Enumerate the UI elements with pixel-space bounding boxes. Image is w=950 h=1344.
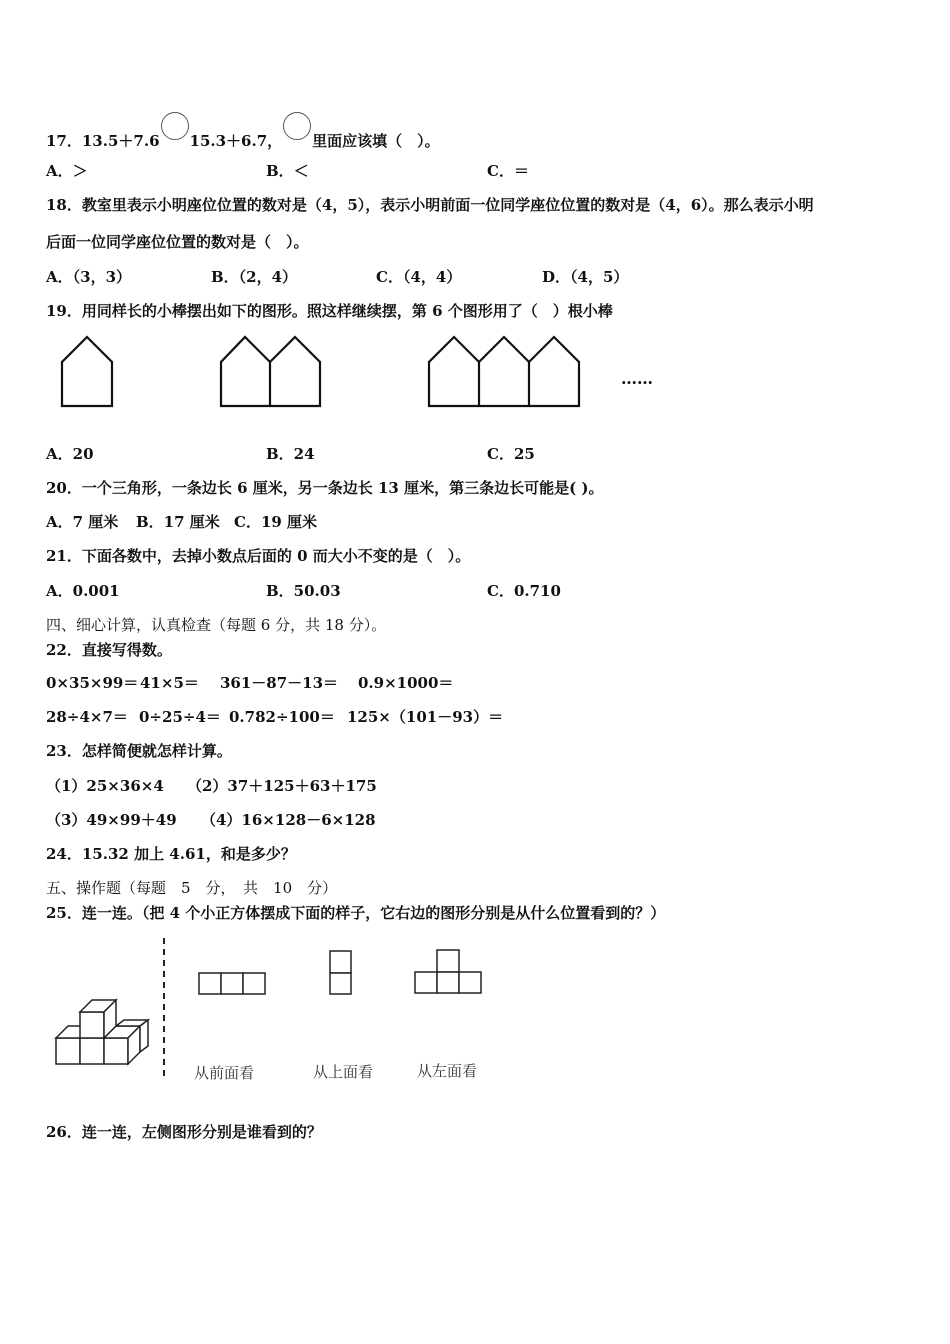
calc-item: 361－87－13＝ <box>220 674 339 692</box>
left-view-grid[interactable] <box>415 950 481 993</box>
q21-option-a[interactable]: A．0.001 <box>46 582 120 600</box>
q17-option-c[interactable]: C．＝ <box>487 162 529 180</box>
question-25: 25．连一连。（把 4 个小正方体摆成下面的样子，它右边的图形分别是从什么位置看到的？） <box>46 904 666 922</box>
pattern-ellipsis: …… <box>621 369 653 388</box>
calc-item: （2）37＋125＋63＋175 <box>187 777 377 795</box>
q18-option-d[interactable]: D．（4，5） <box>542 268 629 286</box>
calc-item: 0.9×1000＝ <box>358 674 454 692</box>
calc-item: 0÷25÷4＝ <box>139 708 221 726</box>
calc-item: （4）16×128－6×128 <box>201 811 376 829</box>
front-view-grid[interactable] <box>199 973 265 994</box>
caption-top-view[interactable]: 从上面看 <box>313 1063 374 1081</box>
question-18-line1: 18．教室里表示小明座位位置的数对是（4，5），表示小明前面一位同学座位位置的数对是（4，6）。那么表示小明 <box>46 196 814 214</box>
calc-item: 41×5＝ <box>140 674 199 692</box>
q21-option-c[interactable]: C．0.710 <box>487 582 561 600</box>
q17-option-b[interactable]: B．＜ <box>266 162 309 180</box>
q17-part1: 17．13.5＋7.6 <box>46 132 160 150</box>
house-3 <box>429 337 579 406</box>
q20-option-b[interactable]: B．17 厘米 <box>136 513 220 531</box>
question-22: 22．直接写得数。 <box>46 641 172 659</box>
calc-item: 0×35×99＝ <box>46 674 139 692</box>
q18-option-b[interactable]: B．（2，4） <box>211 268 298 286</box>
section-4-title: 四、细心计算，认真检查（每题 6 分，共 18 分）。 <box>46 616 387 634</box>
caption-left-view[interactable]: 从左面看 <box>417 1062 478 1080</box>
house-pattern-figure <box>55 330 675 414</box>
q21-option-b[interactable]: B．50.03 <box>266 582 341 600</box>
calc-item: 28÷4×7＝ <box>46 708 128 726</box>
question-23: 23．怎样简便就怎样计算。 <box>46 742 232 760</box>
q17-option-a[interactable]: A．＞ <box>46 162 88 180</box>
caption-front-view[interactable]: 从前面看 <box>194 1064 255 1082</box>
q18-option-a[interactable]: A．（3，3） <box>46 268 132 286</box>
question-18-line2: 后面一位同学座位位置的数对是（ ）。 <box>46 233 309 251</box>
calc-item: 0.782÷100＝ <box>229 708 335 726</box>
q17-part3: 里面应该填（ ）。 <box>312 132 440 150</box>
cube-stack-drawing <box>56 1000 148 1064</box>
house-2 <box>221 337 320 406</box>
top-view-grid[interactable] <box>330 951 351 994</box>
q19-option-a[interactable]: A．20 <box>46 445 94 463</box>
answer-circle[interactable] <box>283 112 311 140</box>
question-19: 19．用同样长的小棒摆出如下的图形。照这样继续摆，第 6 个图形用了（ ）根小棒 <box>46 302 613 320</box>
answer-circle[interactable] <box>161 112 189 140</box>
calc-item: （3）49×99＋49 <box>46 811 177 829</box>
question-21: 21．下面各数中，去掉小数点后面的 0 而大小不变的是（ ）。 <box>46 547 471 565</box>
cube-views-figure <box>46 930 506 1090</box>
q18-option-c[interactable]: C．（4，4） <box>376 268 462 286</box>
calc-item: 125×（101－93）＝ <box>347 708 504 726</box>
question-17 <box>46 112 440 151</box>
question-20: 20．一个三角形，一条边长 6 厘米，另一条边长 13 厘米，第三条边长可能是( )。 <box>46 479 604 497</box>
q19-option-c[interactable]: C．25 <box>487 445 535 463</box>
calc-item: （1）25×36×4 <box>46 777 164 795</box>
question-26: 26．连一连，左侧图形分别是谁看到的？ <box>46 1123 322 1141</box>
question-24: 24．15.32 加上 4.61，和是多少？ <box>46 845 296 863</box>
q19-option-b[interactable]: B．24 <box>266 445 315 463</box>
q20-option-a[interactable]: A．7 厘米 <box>46 513 119 531</box>
q17-part2: 15.3＋6.7， <box>189 132 283 150</box>
house-1 <box>62 337 112 406</box>
section-5-title: 五、操作题（每题 5 分， 共 10 分） <box>46 879 338 897</box>
q20-option-c[interactable]: C．19 厘米 <box>234 513 318 531</box>
